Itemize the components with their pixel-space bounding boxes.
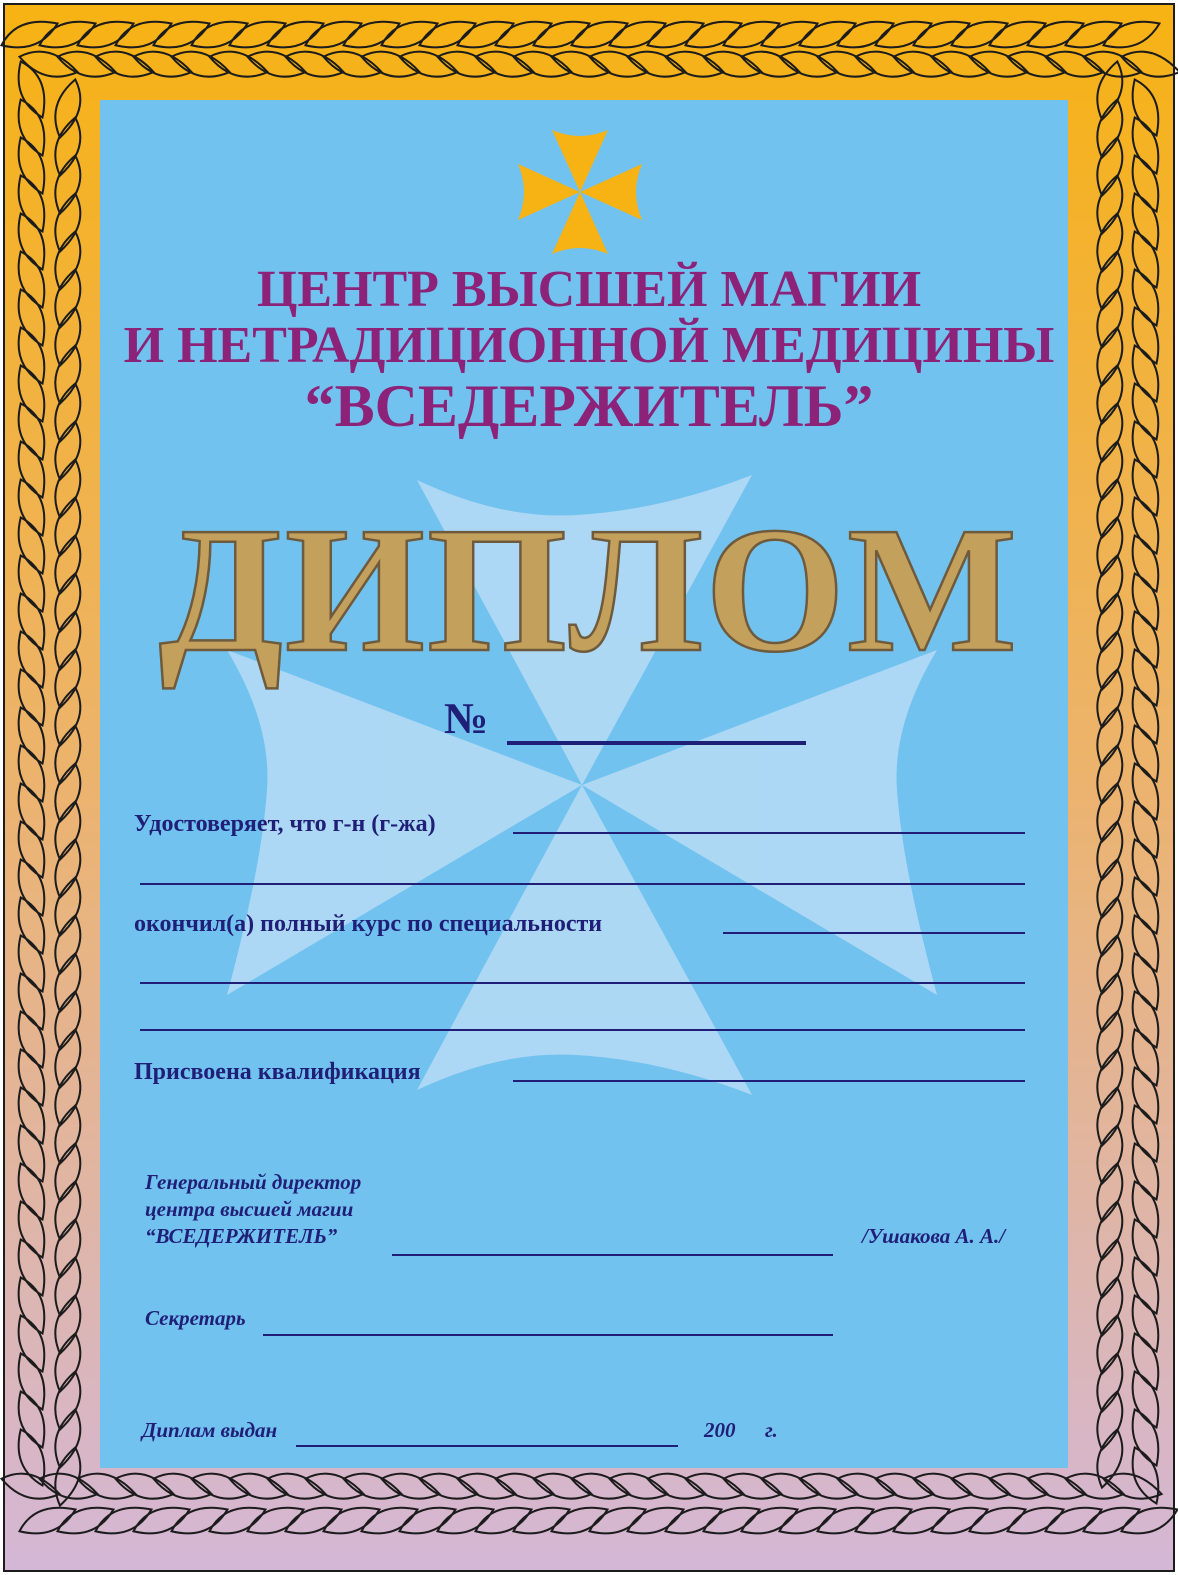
director-title-line-2: центра высшей магии bbox=[145, 1197, 354, 1221]
issued-label: Диплам выдан bbox=[142, 1418, 278, 1442]
name-line-1 bbox=[513, 832, 1025, 834]
number-label: № bbox=[444, 694, 489, 743]
qualification-label: Присвоена квалификация bbox=[134, 1059, 421, 1085]
director-name: /Ушакова А. А./ bbox=[862, 1224, 1006, 1248]
specialty-line-1 bbox=[723, 932, 1025, 934]
specialty-label: окончил(а) полный курс по специальности bbox=[134, 911, 603, 937]
name-line-2 bbox=[140, 883, 1025, 885]
year-suffix-label: г. bbox=[765, 1418, 778, 1442]
specialty-line-3 bbox=[140, 1029, 1025, 1031]
director-signature-line bbox=[392, 1254, 833, 1256]
issued-date-line bbox=[296, 1445, 678, 1447]
director-title-line-3: “ВСЕДЕРЖИТЕЛЬ” bbox=[145, 1224, 338, 1248]
secretary-label: Секретарь bbox=[145, 1306, 246, 1330]
header-line-2: И НЕТРАДИЦИОННОЙ МЕДИЦИНЫ bbox=[123, 317, 1055, 374]
header-line-3: “ВСЕДЕРЖИТЕЛЬ” bbox=[304, 373, 874, 439]
header-line-1: ЦЕНТР ВЫСШЕЙ МАГИИ bbox=[256, 261, 922, 318]
specialty-line-2 bbox=[140, 982, 1025, 984]
qualification-line bbox=[513, 1080, 1025, 1082]
secretary-signature-line bbox=[263, 1334, 833, 1336]
director-title-line-1: Генеральный директор bbox=[145, 1170, 362, 1194]
number-line bbox=[507, 741, 806, 745]
year-label: 200 bbox=[704, 1418, 736, 1442]
certifies-label: Удостоверяет, что г-н (г-жа) bbox=[134, 811, 436, 837]
diploma-title: ДИПЛОМ bbox=[159, 490, 1019, 689]
